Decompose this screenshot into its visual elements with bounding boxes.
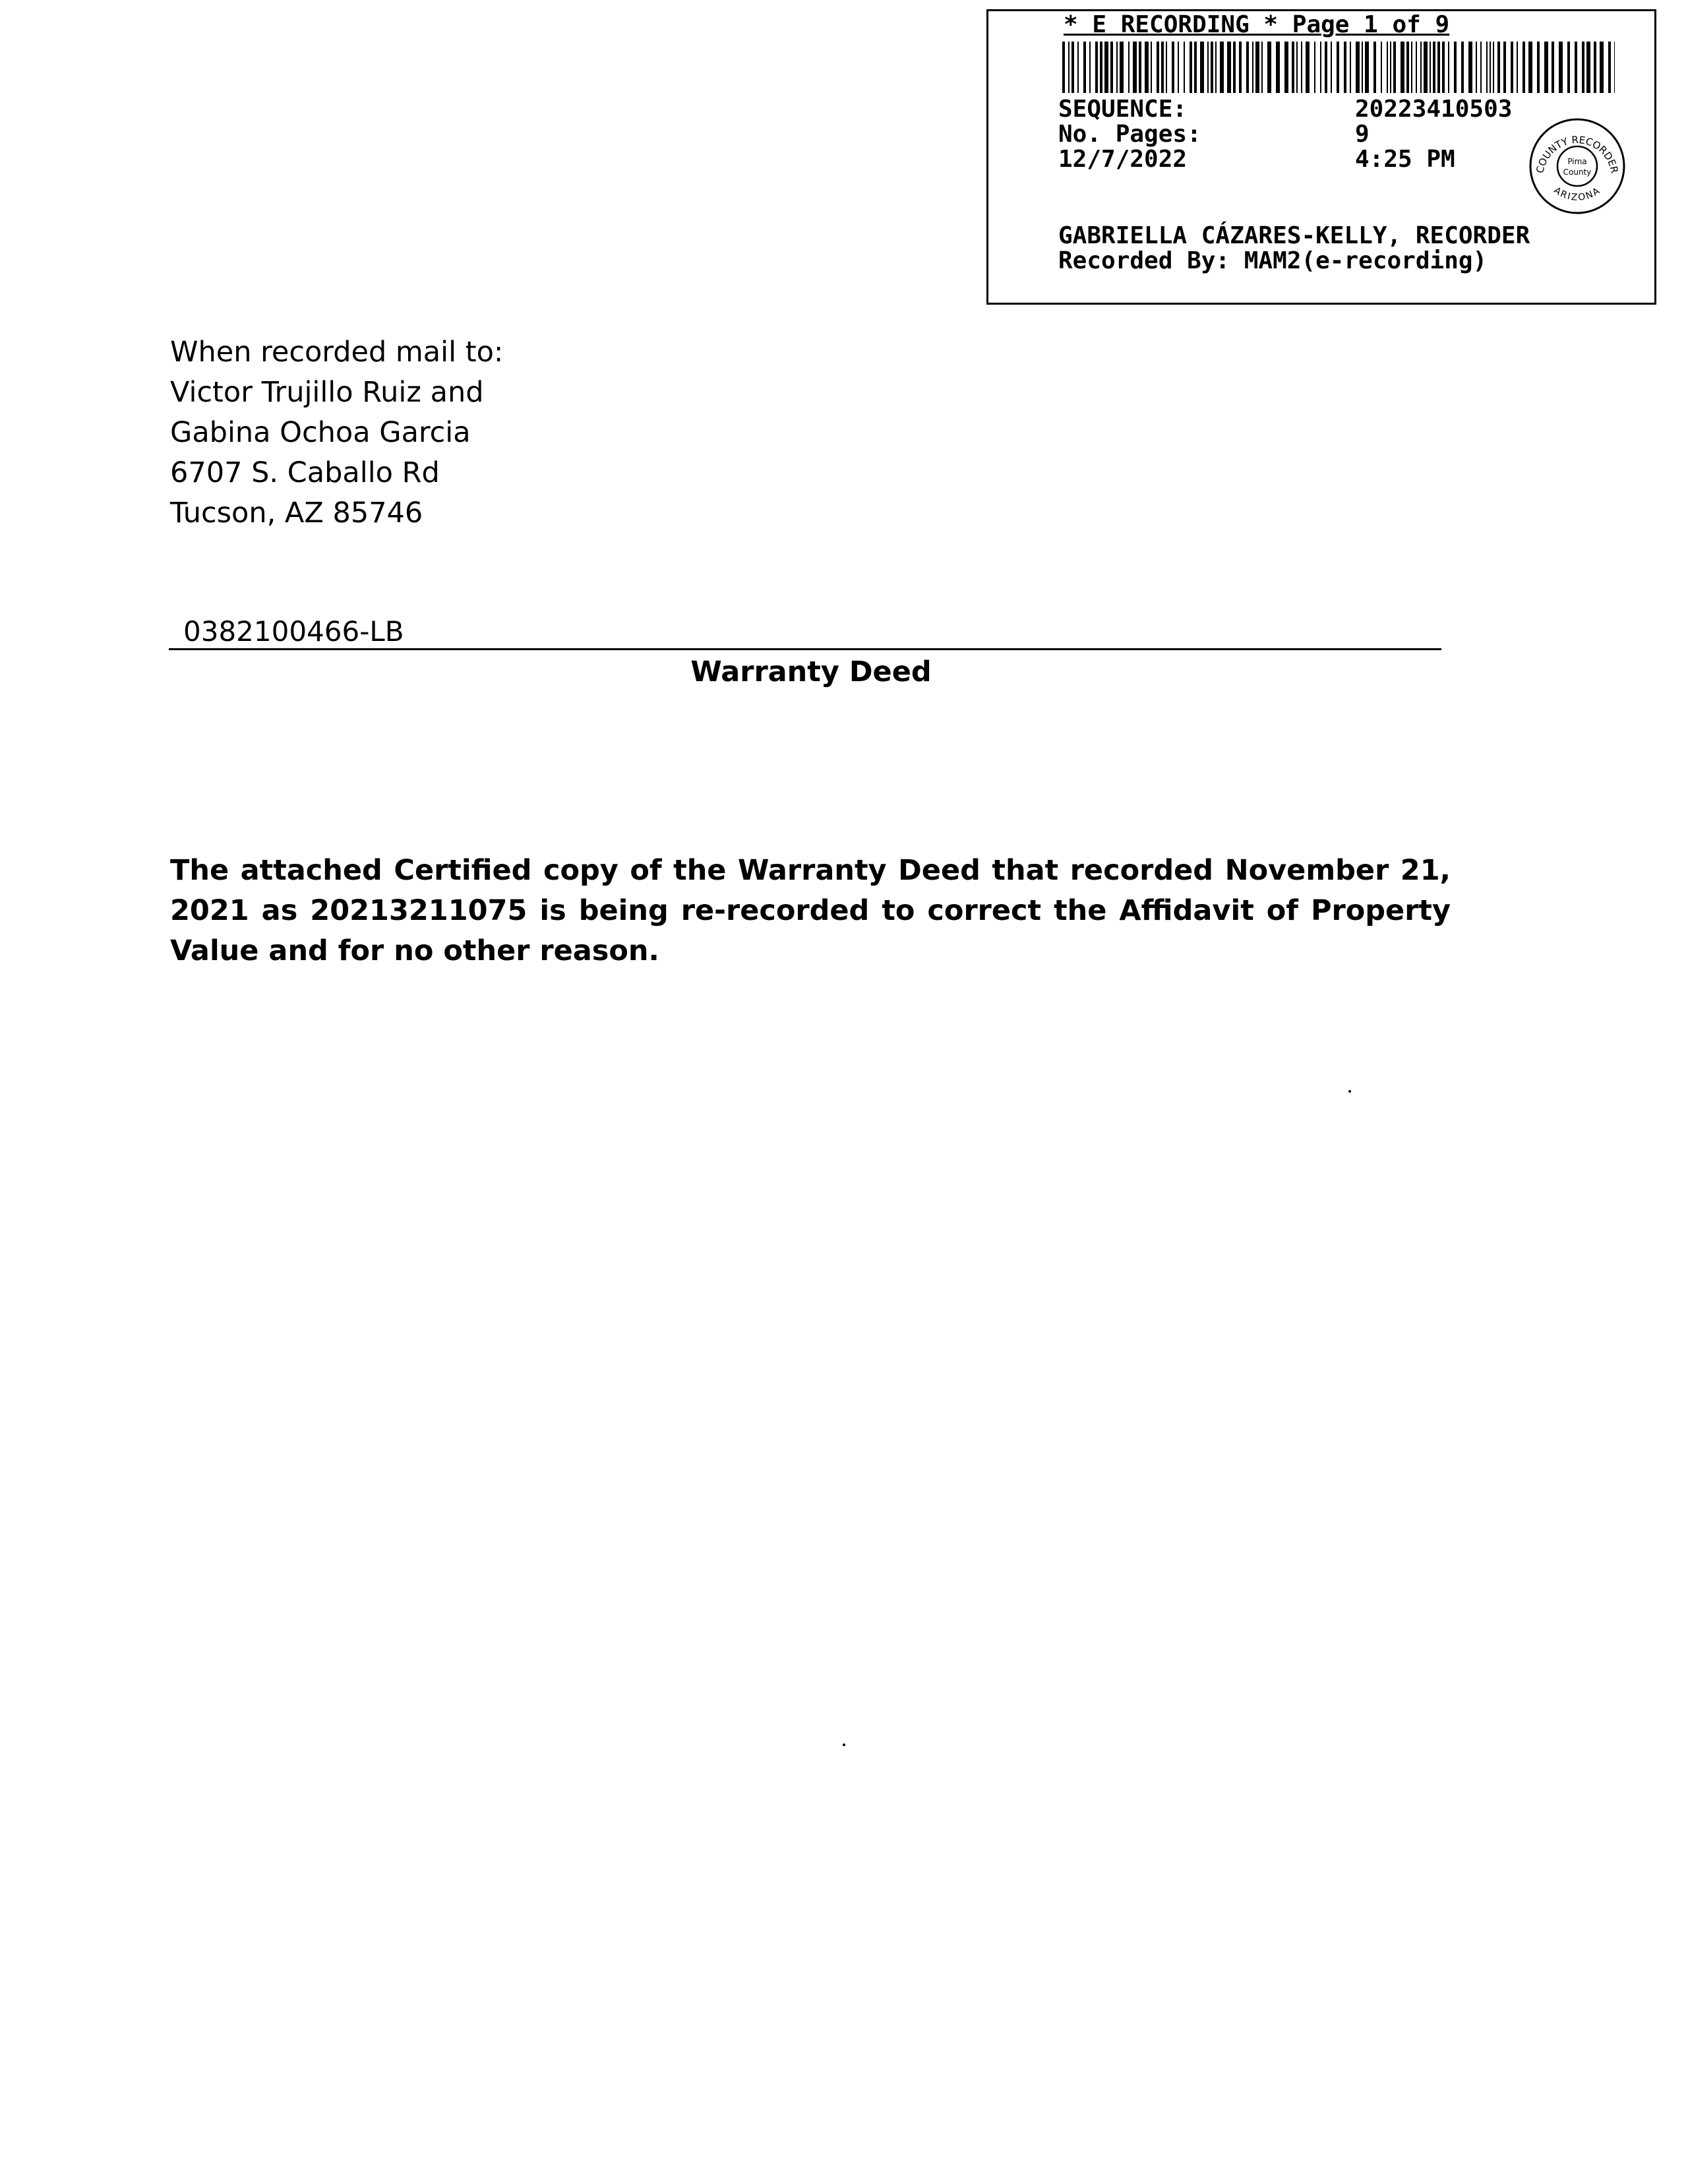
barcode-bar (1089, 42, 1091, 93)
recording-date: 12/7/2022 (1058, 146, 1188, 173)
barcode-bar (1166, 42, 1167, 93)
barcode-bar (1420, 42, 1422, 93)
recording-stamp (986, 9, 1656, 305)
barcode-bar (1461, 42, 1464, 93)
barcode-bar (1544, 42, 1548, 93)
barcode-bar (1608, 42, 1611, 93)
barcode-bar (1480, 42, 1482, 93)
body-paragraph: The attached Certified copy of the Warranty Deed that recorded November 21, 2021 as 20213211075 is being re-recorded to correct the Affidavit of Property Value and for no other reason. (170, 854, 1451, 967)
barcode-bar (1233, 42, 1236, 93)
barcode-bar (1116, 42, 1118, 93)
barcode-bar (1239, 42, 1242, 93)
pages-value: 9 (1355, 121, 1370, 148)
barcode-bar (1454, 42, 1457, 93)
barcode-bar (1362, 42, 1363, 93)
barcode-bar (1424, 42, 1428, 93)
sequence-value: 20223410503 (1355, 96, 1513, 123)
barcode-bar (1582, 42, 1584, 93)
barcode-bar (1448, 42, 1449, 93)
barcode-bar (1528, 42, 1532, 93)
stray-dot (843, 1744, 845, 1746)
barcode-bar (1071, 42, 1074, 93)
seal-center-top: Pima (1567, 157, 1587, 166)
barcode-bar (1296, 42, 1298, 93)
barcode-bar (1356, 42, 1360, 93)
barcode-bar (1139, 42, 1141, 93)
barcode-bar (1433, 42, 1435, 93)
barcode-bar (1194, 42, 1197, 93)
barcode-bar (1306, 42, 1310, 93)
barcode-bar (1100, 42, 1102, 93)
barcode-bar (1365, 42, 1369, 93)
barcode-bar (1497, 42, 1500, 93)
seal-center-bottom: County (1563, 167, 1592, 177)
barcode-bar (1292, 42, 1294, 93)
barcode-bar (1537, 42, 1540, 93)
barcode-bar (1190, 42, 1192, 93)
pages-label: No. Pages: (1058, 121, 1201, 148)
barcode-bar (1437, 42, 1440, 93)
seal-ring-text: COUNTY RECORDER (1534, 133, 1621, 175)
barcode-bar (1594, 42, 1596, 93)
barcode-bar (1490, 42, 1491, 93)
barcode-bar (1284, 42, 1288, 93)
barcode-bar (1387, 42, 1388, 93)
mail-to-line: Victor Trujillo Ruiz and (170, 376, 484, 409)
barcode-bar (1390, 42, 1391, 93)
barcode-bar (1267, 42, 1271, 93)
barcode-bar (1215, 42, 1217, 93)
mail-to-line: 6707 S. Caballo Rd (170, 456, 440, 489)
barcode-bar (1430, 42, 1431, 93)
sequence-label: SEQUENCE: (1058, 96, 1188, 123)
barcode-bar (1133, 42, 1137, 93)
barcode-bar (1104, 42, 1108, 93)
order-number-rule (169, 648, 1441, 650)
stamp-header: * E RECORDING * Page 1 of 9 (1064, 11, 1450, 38)
barcode-bar (1200, 42, 1204, 93)
barcode-bar (1331, 42, 1332, 93)
barcode-bar (1600, 42, 1604, 93)
barcode-bar (1373, 42, 1376, 93)
barcode-bar (1314, 42, 1315, 93)
barcode-bar (1401, 42, 1404, 93)
barcode (1062, 42, 1615, 93)
barcode-bar (1337, 42, 1339, 93)
barcode-bar (1157, 42, 1159, 93)
stray-dot (1348, 1090, 1351, 1093)
barcode-bar (1476, 42, 1477, 93)
barcode-bar (1227, 42, 1231, 93)
barcode-bar (1178, 42, 1179, 93)
barcode-bar (1220, 42, 1224, 93)
seal-bottom-text: ARIZONA (1552, 185, 1603, 203)
barcode-bar (1077, 42, 1079, 93)
barcode-bar (1062, 42, 1065, 93)
barcode-bar (1344, 42, 1346, 93)
barcode-bar (1503, 42, 1506, 93)
recording-time: 4:25 PM (1355, 146, 1455, 173)
barcode-bar (1493, 42, 1494, 93)
barcode-bar (1567, 42, 1570, 93)
barcode-bar (1301, 42, 1302, 93)
county-recorder-seal (1528, 117, 1627, 216)
barcode-bar (1207, 42, 1209, 93)
barcode-bar (1586, 42, 1590, 93)
barcode-bar (1211, 42, 1213, 93)
barcode-bar (1511, 42, 1513, 93)
barcode-bar (1522, 42, 1525, 93)
barcode-bar (1246, 42, 1249, 93)
barcode-bar (1393, 42, 1396, 93)
barcode-bar (1083, 42, 1086, 93)
barcode-bar (1416, 42, 1417, 93)
recorder-name: GABRIELLA CÁZARES-KELLY, RECORDER (1058, 222, 1530, 249)
mail-to-heading: When recorded mail to: (170, 336, 504, 369)
barcode-bar (1068, 42, 1070, 93)
barcode-bar (1552, 42, 1554, 93)
barcode-bar (1406, 42, 1409, 93)
barcode-bar (1145, 42, 1149, 93)
barcode-bar (1095, 42, 1098, 93)
barcode-bar (1350, 42, 1351, 93)
barcode-bar (1442, 42, 1445, 93)
mail-to-line: Tucson, AZ 85746 (170, 497, 423, 530)
barcode-bar (1486, 42, 1488, 93)
barcode-bar (1120, 42, 1124, 93)
barcode-bar (1110, 42, 1113, 93)
barcode-bar (1151, 42, 1152, 93)
recorded-by: Recorded By: MAM2(e-recording) (1058, 247, 1488, 274)
barcode-bar (1172, 42, 1174, 93)
order-number: 0382100466-LB (183, 615, 404, 648)
barcode-bar (1184, 42, 1185, 93)
barcode-bar (1255, 42, 1259, 93)
barcode-bar (1261, 42, 1263, 93)
barcode-bar (1559, 42, 1563, 93)
barcode-bar (1276, 42, 1280, 93)
barcode-bar (1517, 42, 1518, 93)
document-title: Warranty Deed (690, 655, 932, 688)
barcode-bar (1320, 42, 1321, 93)
barcode-bar (1161, 42, 1164, 93)
barcode-bar (1575, 42, 1577, 93)
barcode-bar (1614, 42, 1615, 93)
barcode-bar (1128, 42, 1130, 93)
barcode-bar (1252, 42, 1253, 93)
barcode-bar (1381, 42, 1382, 93)
barcode-bar (1468, 42, 1472, 93)
svg-text:ARIZONA (1552, 185, 1602, 203)
barcode-bar (1411, 42, 1412, 93)
mail-to-line: Gabina Ochoa Garcia (170, 416, 471, 449)
barcode-bar (1325, 42, 1327, 93)
